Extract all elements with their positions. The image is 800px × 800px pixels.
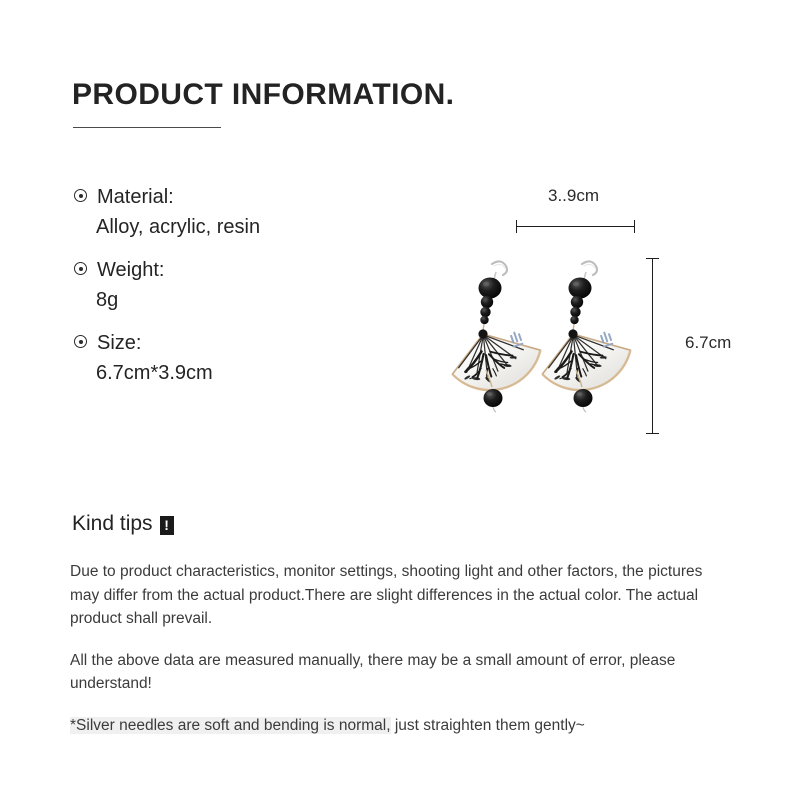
- dimension-diagram: [430, 170, 770, 460]
- spec-value: 6.7cm*3.9cm: [96, 362, 213, 384]
- tip-note-rest: just straighten them gently~: [390, 716, 585, 734]
- page-title: PRODUCT INFORMATION.: [72, 78, 455, 111]
- exclamation-badge-icon: !: [160, 516, 174, 535]
- spec-label: Material:: [97, 186, 174, 208]
- height-dimension-line: [646, 258, 659, 434]
- spec-label: Weight:: [97, 259, 165, 281]
- width-dimension-line: [516, 220, 635, 233]
- circled-dot-icon: [74, 189, 87, 202]
- spec-item-weight: [74, 259, 404, 312]
- spec-item-size: [74, 332, 404, 385]
- kind-tips-label: Kind tips: [72, 512, 153, 535]
- circled-dot-icon: [74, 335, 87, 348]
- tip-note: [70, 714, 718, 738]
- tip-paragraph: All the above data are measured manually, there may be a small amount of error, please understand!: [70, 651, 676, 693]
- spec-label: Size:: [97, 332, 142, 354]
- tip-note-highlighted: *Silver needles are soft and bending is normal,: [70, 716, 391, 734]
- product-spec-list: [74, 186, 404, 405]
- title-divider: [73, 127, 221, 128]
- spec-value: Alloy, acrylic, resin: [96, 216, 261, 238]
- dimension-bar: [652, 258, 653, 434]
- spec-value: 8g: [96, 289, 119, 311]
- spec-item-material: [74, 186, 404, 239]
- tip-paragraph: Due to product characteristics, monitor settings, shooting light and other factors, the pictures may differ from the actual product.There are slight differences in the actual color. The actual product shall prevail.: [70, 563, 703, 628]
- earring-left: [442, 261, 548, 412]
- earring-right: [532, 261, 638, 412]
- height-dimension-label: 6.7cm: [685, 333, 732, 352]
- product-image: [438, 248, 638, 438]
- width-dimension-label: 3..9cm: [548, 186, 600, 205]
- circled-dot-icon: [74, 262, 87, 275]
- dimension-end-cap: [634, 220, 635, 233]
- dimension-end-cap: [646, 433, 659, 434]
- kind-tips-body: [70, 560, 718, 737]
- dimension-bar: [516, 226, 635, 227]
- kind-tips-heading: [72, 512, 174, 536]
